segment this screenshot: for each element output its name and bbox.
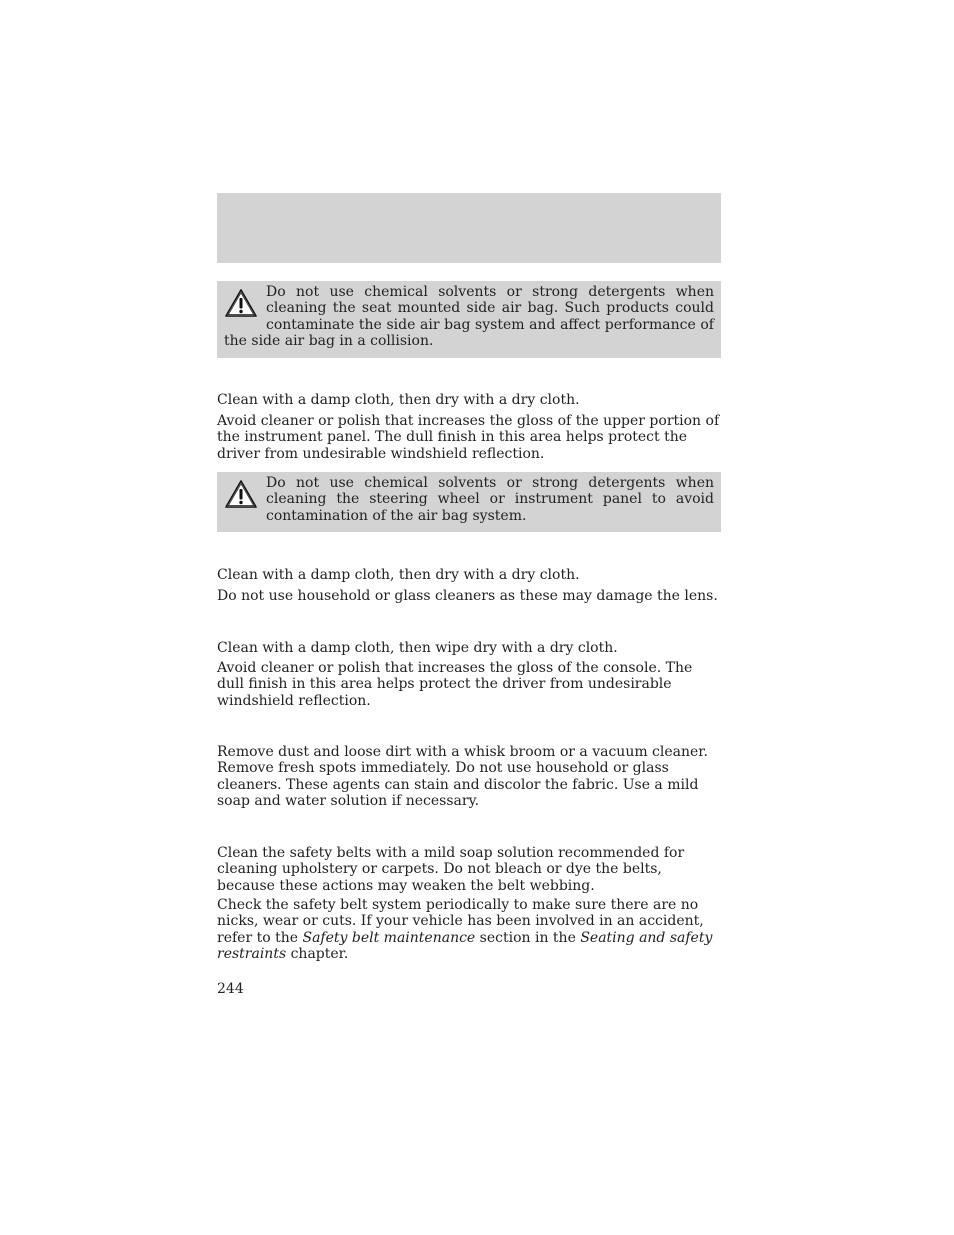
console-paragraph-1: Clean with a damp cloth, then wipe dry with a dry cloth. bbox=[217, 640, 618, 656]
warning-text-side-airbag: Do not use chemical solvents or strong detergents when cleaning the seat mounted side air bag. Such products could contaminate the side air bag system and affect performance of the side air bag in a collision. bbox=[224, 284, 714, 350]
safety-belts-text-middle: section in the bbox=[475, 929, 581, 946]
safety-belts-text-before: Check the safety belt system periodically to make sure there are no nicks, wear or cuts. If your vehicle has been involved in an accident, refer to the bbox=[217, 897, 704, 946]
safety-belt-maintenance-reference: Safety belt maintenance bbox=[302, 929, 476, 946]
instrument-panel-paragraph-1: Clean with a damp cloth, then dry with a dry cloth. bbox=[217, 392, 580, 408]
cluster-lens-paragraph-1: Clean with a damp cloth, then dry with a dry cloth. bbox=[217, 567, 580, 583]
page-number: 244 bbox=[217, 981, 244, 997]
interior-trim-paragraph: Remove dust and loose dirt with a whisk broom or a vacuum cleaner. Remove fresh spots immediately. Do not use household or glass cleaners. These agents can stain and discolor the fabric. Use a mild soap and water solution if necessary. bbox=[217, 744, 708, 809]
safety-belts-paragraph-2 bbox=[217, 897, 721, 962]
safety-belts-paragraph-1: Clean the safety belts with a mild soap solution recommended for cleaning upholstery or carpets. Do not bleach or dye the belts, because these actions may weaken the belt webbing. bbox=[217, 845, 685, 894]
console-paragraph-2: Avoid cleaner or polish that increases the gloss of the console. The dull finish in this area helps protect the driver from undesirable windshield reflection. bbox=[217, 660, 693, 709]
cluster-lens-paragraph-2: Do not use household or glass cleaners as these may damage the lens. bbox=[217, 588, 718, 604]
warning-box-side-airbag bbox=[217, 281, 721, 358]
warning-triangle-icon bbox=[224, 479, 258, 509]
section-header-band bbox=[217, 193, 721, 263]
warning-text-steering-wheel: Do not use chemical solvents or strong detergents when cleaning the steering wheel or instrument panel to avoid contamination of the air bag system. bbox=[266, 475, 714, 524]
safety-belts-text-after: chapter. bbox=[286, 945, 349, 962]
warning-triangle-icon bbox=[224, 288, 258, 318]
instrument-panel-paragraph-2: Avoid cleaner or polish that increases the gloss of the upper portion of the instrument panel. The dull finish in this area helps protect the driver from undesirable windshield reflection. bbox=[217, 413, 720, 462]
seating-restraints-chapter-reference: Seating and safety restraints bbox=[217, 929, 713, 962]
warning-box-steering-wheel bbox=[217, 472, 721, 532]
